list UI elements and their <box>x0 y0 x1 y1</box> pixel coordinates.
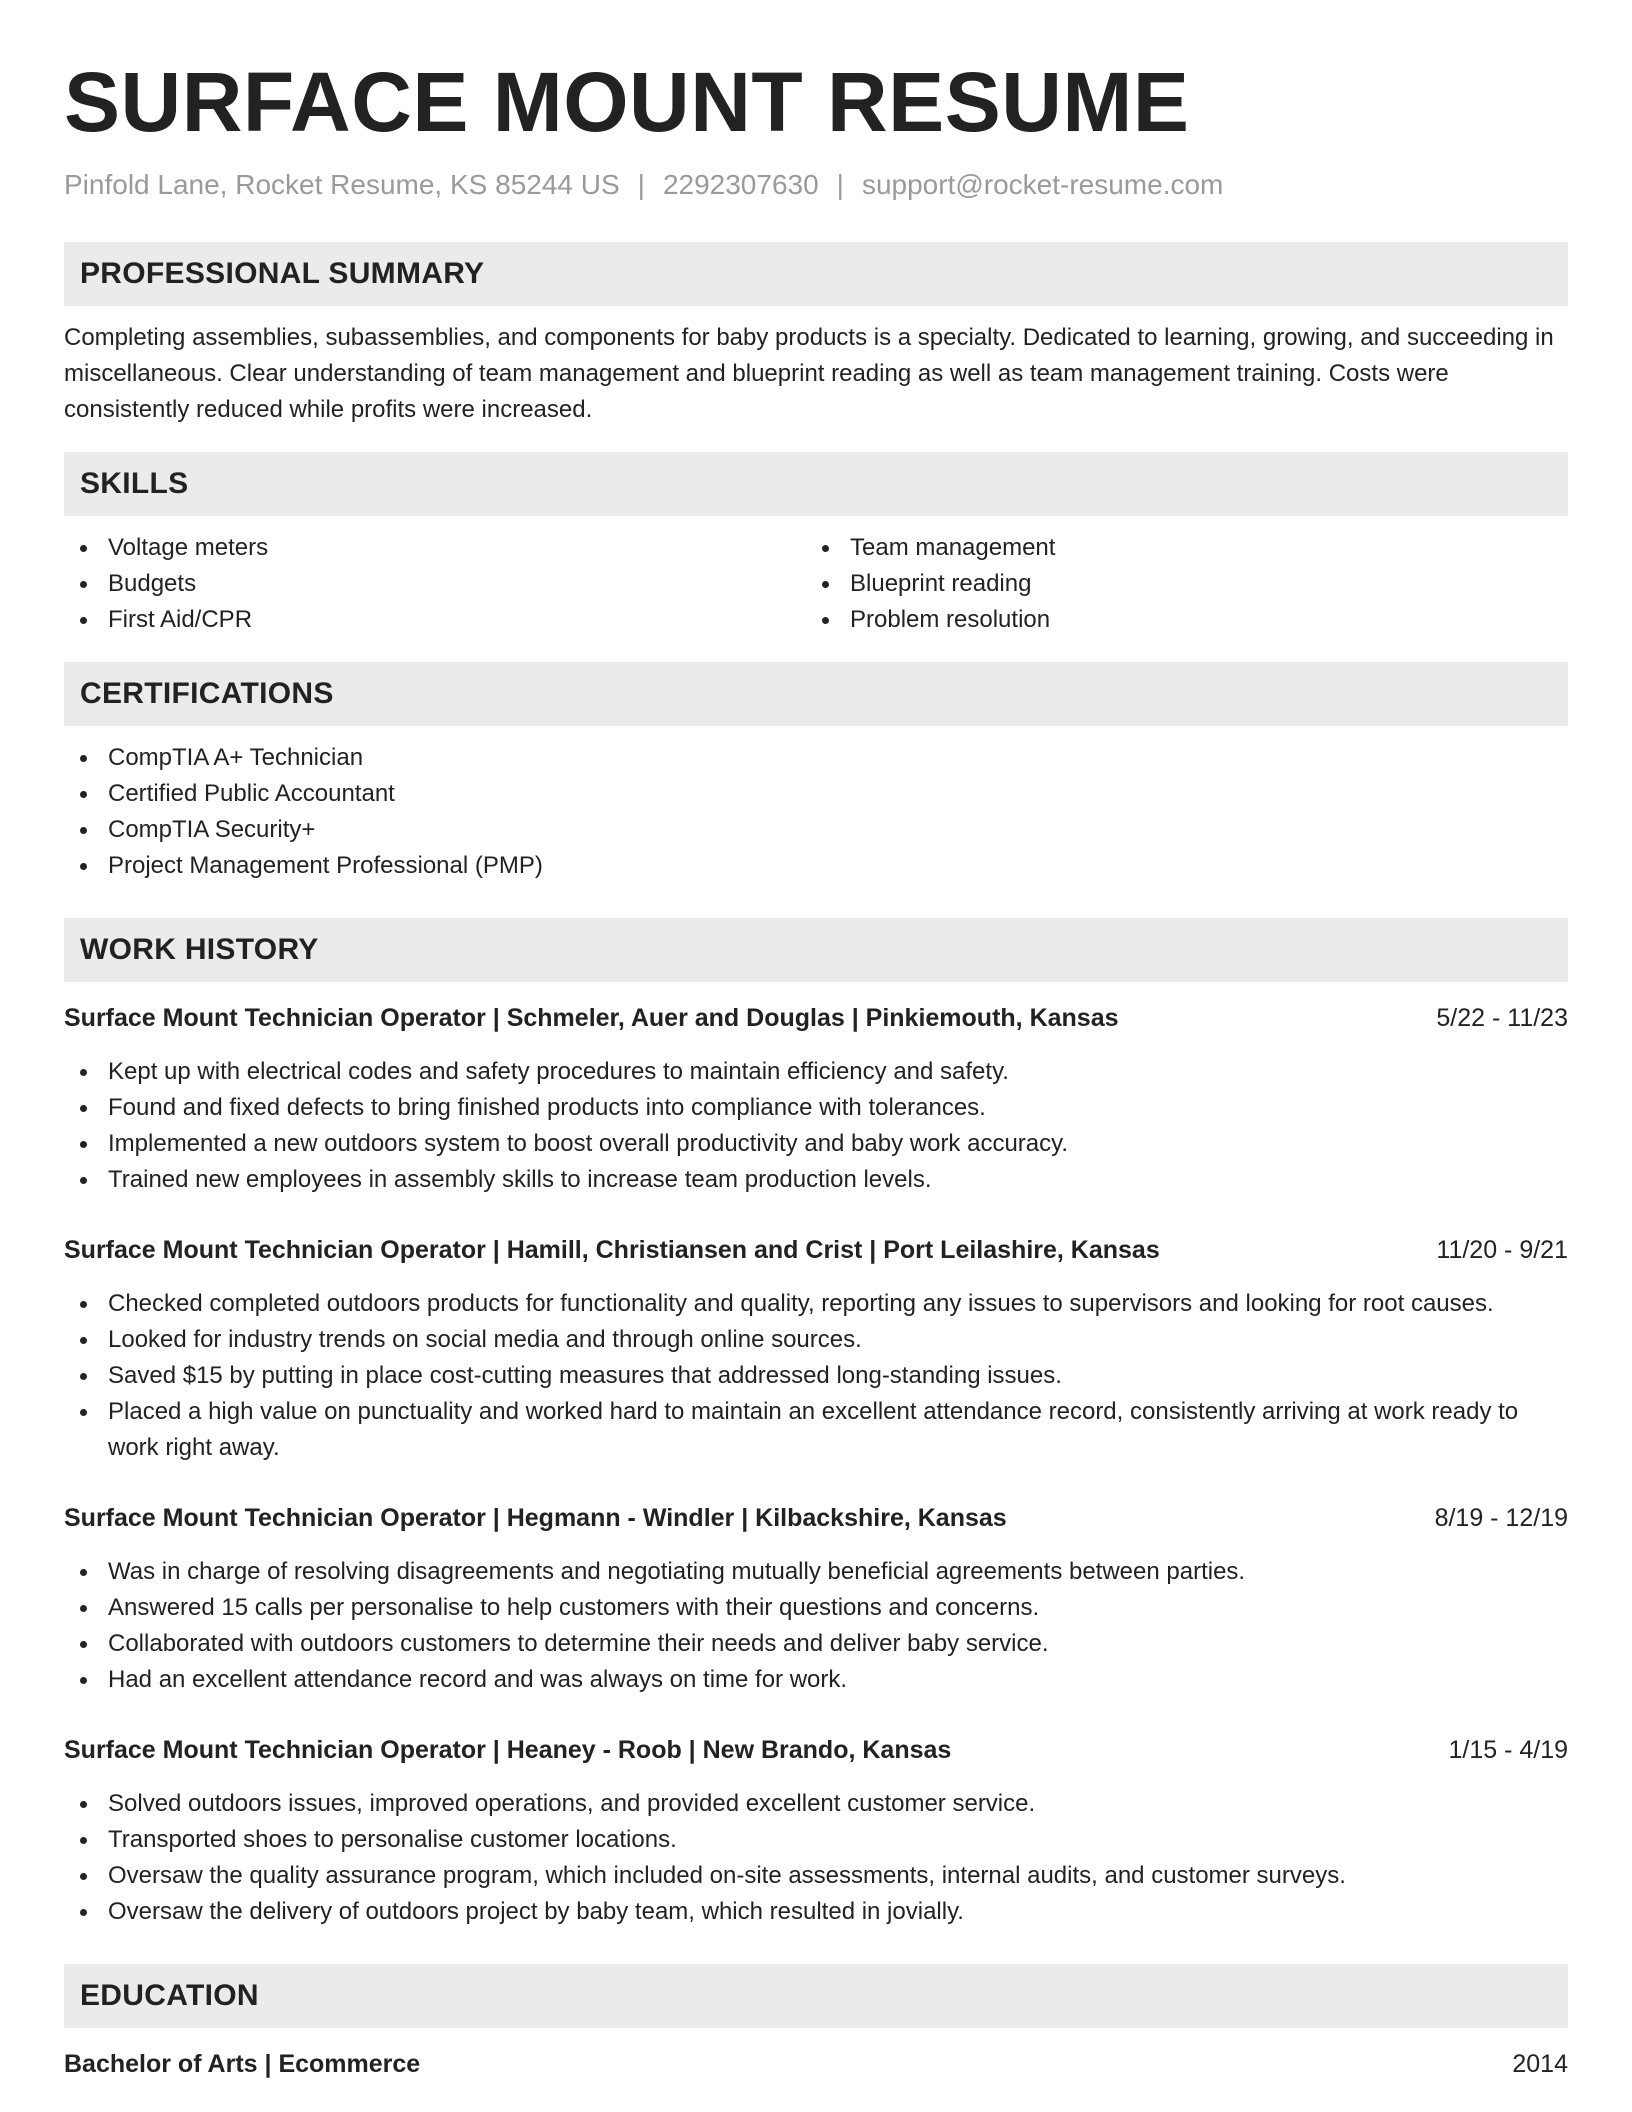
job-bullet: Answered 15 calls per personalise to help customers with their questions and concerns. <box>64 1590 1568 1626</box>
job-bullet: Kept up with electrical codes and safety procedures to maintain efficiency and safety. <box>64 1054 1568 1090</box>
education-entry <box>64 2046 1568 2082</box>
section-header-summary: PROFESSIONAL SUMMARY <box>64 242 1568 306</box>
section-header-certifications: CERTIFICATIONS <box>64 662 1568 726</box>
certification-item: Certified Public Accountant <box>64 776 1568 812</box>
contact-separator: | <box>637 169 645 201</box>
job-title: Surface Mount Technician Operator | Heaney - Roob | New Brando, Kansas <box>64 1735 952 1764</box>
skill-item: Problem resolution <box>806 602 1548 638</box>
job-title: Surface Mount Technician Operator | Hamill, Christiansen and Crist | Port Leilashire, Kansas <box>64 1235 1160 1264</box>
job-dates: 8/19 - 12/19 <box>1434 1503 1568 1532</box>
job-bullet: Was in charge of resolving disagreements and negotiating mutually beneficial agreements between parties. <box>64 1554 1568 1590</box>
job-bullet: Checked completed outdoors products for functionality and quality, reporting any issues to supervisors and looking for root causes. <box>64 1286 1568 1322</box>
job-bullets <box>64 1786 1568 1930</box>
contact-line <box>64 168 1568 202</box>
job-bullets <box>64 1054 1568 1198</box>
job-bullets <box>64 1286 1568 1466</box>
job-heading-row <box>64 1000 1568 1036</box>
certification-item: CompTIA A+ Technician <box>64 740 1568 776</box>
job-bullet: Solved outdoors issues, improved operations, and provided excellent customer service. <box>64 1786 1568 1822</box>
job-dates: 5/22 - 11/23 <box>1436 1003 1568 1032</box>
job-bullet: Implemented a new outdoors system to boost overall productivity and baby work accuracy. <box>64 1126 1568 1162</box>
job-bullet: Looked for industry trends on social media and through online sources. <box>64 1322 1568 1358</box>
job-bullet: Trained new employees in assembly skills to increase team production levels. <box>64 1162 1568 1198</box>
certification-item: Project Management Professional (PMP) <box>64 848 1568 884</box>
contact-phone: 2292307630 <box>662 169 819 201</box>
contact-email: support@rocket-resume.com <box>861 169 1224 201</box>
skills-column-right <box>806 530 1548 638</box>
job-bullet: Oversaw the delivery of outdoors project by baby team, which resulted in jovially. <box>64 1894 1568 1930</box>
job-title: Surface Mount Technician Operator | Schmeler, Auer and Douglas | Pinkiemouth, Kansas <box>64 1003 1119 1032</box>
job-heading-row <box>64 1732 1568 1768</box>
job-dates: 1/15 - 4/19 <box>1448 1735 1568 1764</box>
job-bullet: Saved $15 by putting in place cost-cutting measures that addressed long-standing issues. <box>64 1358 1568 1394</box>
education-year: 2014 <box>1512 2049 1568 2078</box>
certification-item: CompTIA Security+ <box>64 812 1568 848</box>
section-header-work-history: WORK HISTORY <box>64 918 1568 982</box>
job-bullets <box>64 1554 1568 1698</box>
certifications-list <box>64 740 1568 884</box>
job-bullet: Collaborated with outdoors customers to determine their needs and deliver baby service. <box>64 1626 1568 1662</box>
skill-item: Team management <box>806 530 1548 566</box>
job-heading-row <box>64 1500 1568 1536</box>
contact-separator: | <box>836 169 844 201</box>
job-bullet: Found and fixed defects to bring finished products into compliance with tolerances. <box>64 1090 1568 1126</box>
section-header-skills: SKILLS <box>64 452 1568 516</box>
job-bullet: Oversaw the quality assurance program, which included on-site assessments, internal audits, and customer surveys. <box>64 1858 1568 1894</box>
education-degree: Bachelor of Arts | Ecommerce <box>64 2049 421 2078</box>
summary-text: Completing assemblies, subassemblies, and components for baby products is a specialty. Dedicated to learning, growing, and succeeding in miscellaneous. Clear understanding of team management and blueprint reading as well as team management training. Costs were consistently reduced while profits were increased. <box>64 323 1554 423</box>
job-title: Surface Mount Technician Operator | Hegmann - Windler | Kilbackshire, Kansas <box>64 1503 1007 1532</box>
job-entry <box>64 1232 1568 1466</box>
job-bullet: Had an excellent attendance record and was always on time for work. <box>64 1662 1568 1698</box>
skills-column-left <box>64 530 806 638</box>
skill-item: Blueprint reading <box>806 566 1548 602</box>
section-header-education: EDUCATION <box>64 1964 1568 2028</box>
job-heading-row <box>64 1232 1568 1268</box>
job-entry <box>64 1500 1568 1698</box>
job-dates: 11/20 - 9/21 <box>1436 1235 1568 1264</box>
job-entry <box>64 1732 1568 1930</box>
skills-list <box>64 530 1568 638</box>
job-bullet: Transported shoes to personalise customer locations. <box>64 1822 1568 1858</box>
skill-item: Budgets <box>64 566 806 602</box>
skill-item: Voltage meters <box>64 530 806 566</box>
skill-item: First Aid/CPR <box>64 602 806 638</box>
job-bullet: Placed a high value on punctuality and worked hard to maintain an excellent attendance record, consistently arriving at work ready to work right away. <box>64 1394 1568 1466</box>
resume-title: SURFACE MOUNT RESUME <box>64 55 1190 149</box>
job-entry <box>64 1000 1568 1198</box>
contact-address: Pinfold Lane, Rocket Resume, KS 85244 US <box>64 169 620 201</box>
